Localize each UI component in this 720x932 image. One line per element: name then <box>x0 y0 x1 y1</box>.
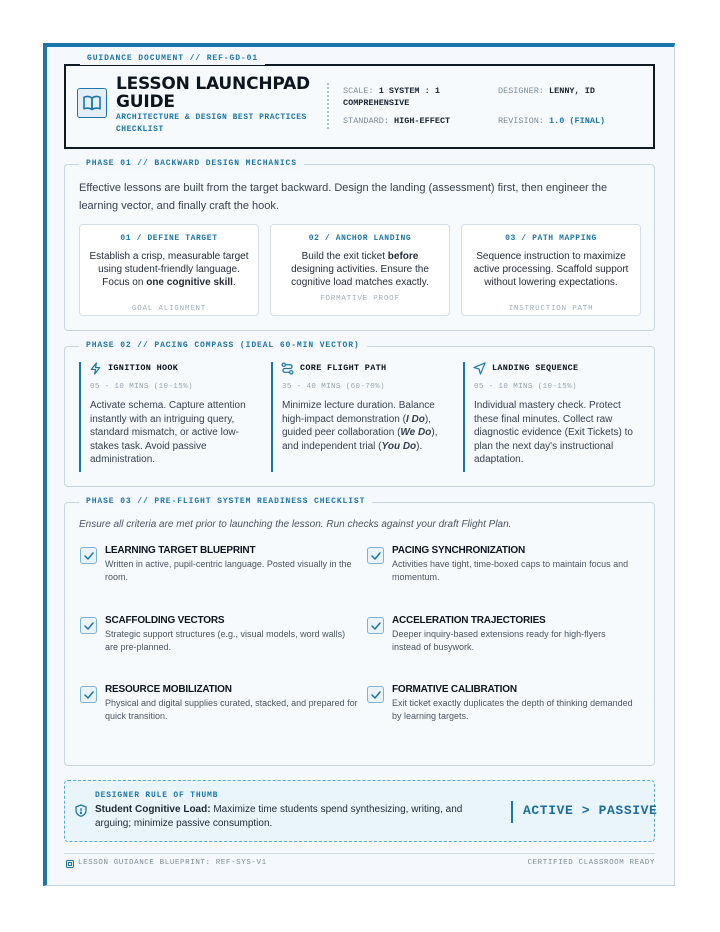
checkmark-icon <box>371 622 381 630</box>
pacing-time: 05 - 10 MINS (10-15%) <box>474 383 577 391</box>
card-body <box>470 250 632 290</box>
route-icon <box>281 362 294 375</box>
card-footer: FORMATIVE PROOF <box>320 295 400 303</box>
rule-text <box>95 803 485 831</box>
checklist-intro: Ensure all criteria are met prior to launching the lesson. Run checks against your draft Flight Plan. <box>79 519 512 530</box>
meta-designer-value: LENNY, ID <box>549 86 595 96</box>
checklist-checkbox[interactable] <box>367 686 384 703</box>
rule-label: DESIGNER RULE OF THUMB <box>95 791 219 800</box>
phase-01-section <box>64 159 655 331</box>
pacing-landing-sequence <box>463 362 643 472</box>
card-footer: INSTRUCTION PATH <box>508 305 594 313</box>
pacing-body: Individual mastery check. Protect these final minutes. Collect raw diagnostic evidence (Exit Tickets) to plan the next day's instructional adaptation. <box>474 400 633 465</box>
pacing-time: 05 - 10 MINS (10-15%) <box>90 383 193 391</box>
card-title: 02 / ANCHOR LANDING <box>308 234 412 243</box>
checklist-item-title: PACING SYNCHRONIZATION <box>392 545 526 556</box>
pacing-core-flight-path <box>271 362 451 472</box>
checklist-item-title: SCAFFOLDING VECTORS <box>105 615 225 626</box>
book-icon <box>77 88 107 118</box>
card-body-text: Establish a crisp, measurable target using student-friendly language. Focus on <box>89 251 249 289</box>
checkmark-icon <box>371 691 381 699</box>
pacing-time: 35 - 40 MINS (60-70%) <box>282 383 385 391</box>
pacing-body <box>282 399 450 453</box>
pacing-title: IGNITION HOOK <box>108 363 179 373</box>
card-define-target <box>79 224 259 316</box>
checklist-checkbox[interactable] <box>80 686 97 703</box>
phase-03-section <box>64 497 655 766</box>
pacing-title: LANDING SEQUENCE <box>492 363 579 373</box>
page-subtitle: ARCHITECTURE & DESIGN BEST PRACTICES CHECKLIST <box>116 113 307 134</box>
phase-01-intro: Effective lessons are built from the target backward. Design the landing (assessment) first, then engineer the learning vector, and finally craft the hook. <box>79 182 608 212</box>
shield-icon <box>75 804 87 817</box>
rule-of-thumb-callout <box>64 780 658 842</box>
meta-scale-key: SCALE: <box>343 86 374 96</box>
phase-01-legend: PHASE 01 // BACKWARD DESIGN MECHANICS <box>79 158 304 170</box>
card-title: 03 / PATH MAPPING <box>505 234 597 243</box>
checklist-checkbox[interactable] <box>367 617 384 634</box>
checklist-item-title: LEARNING TARGET BLUEPRINT <box>105 545 256 556</box>
meta-scale <box>343 85 473 109</box>
card-body <box>279 250 441 290</box>
pacing-body-text: Minimize lecture duration. Balance high-impact demonstration ( <box>282 400 435 425</box>
checkmark-icon <box>84 622 94 630</box>
pacing-body-text: ), guided peer collaboration ( <box>282 413 431 438</box>
footer-right: CERTIFIED CLASSROOM READY <box>527 859 655 867</box>
document-header <box>64 54 655 149</box>
card-path-mapping <box>461 224 641 316</box>
checklist-item-desc: Deeper inquiry-based extensions ready for high-flyers instead of busywork. <box>392 629 606 652</box>
meta-scale-value: 1 SYSTEM : 1 COMPREHENSIVE <box>343 86 440 108</box>
pacing-title: CORE FLIGHT PATH <box>300 363 387 373</box>
meta-standard <box>343 115 450 127</box>
card-footer: GOAL ALIGNMENT <box>131 305 207 313</box>
pacing-body-emphasis: We Do <box>400 427 432 438</box>
meta-standard-value: HIGH-EFFECT <box>394 116 451 126</box>
card-body-emphasis: one cognitive skill <box>146 277 233 289</box>
checklist-item-desc: Physical and digital supplies curated, stacked, and prepared for quick transition. <box>105 698 358 721</box>
card-body-text-end: . <box>232 277 236 289</box>
meta-revision <box>498 115 605 127</box>
card-body-emphasis: before <box>387 251 419 262</box>
meta-designer-key: DESIGNER: <box>498 86 544 96</box>
checklist-item-desc: Strategic support structures (e.g., visual models, word walls) are pre-planned. <box>105 629 346 652</box>
meta-revision-value: 1.0 (FINAL) <box>549 116 606 126</box>
card-body-text: Build the exit ticket <box>301 251 388 262</box>
rule-divider <box>511 801 513 823</box>
pacing-body-emphasis: You Do <box>381 440 417 452</box>
rule-body: Maximize time students spend synthesizing, writing, and arguing; minimize passive consumption. <box>95 804 463 829</box>
navigation-icon <box>473 362 486 375</box>
meta-standard-key: STANDARD: <box>343 116 389 126</box>
checklist-item-title: ACCELERATION TRAJECTORIES <box>392 615 546 626</box>
card-body-text: Sequence instruction to maximize active processing. Scaffold support without lowering expectations. <box>473 251 629 289</box>
lightning-icon <box>89 362 102 375</box>
card-anchor-landing <box>270 224 450 316</box>
pacing-body-emphasis: I Do <box>405 413 425 425</box>
phase-03-legend: PHASE 03 // PRE-FLIGHT SYSTEM READINESS CHECKLIST <box>79 496 372 508</box>
footer-left: LESSON GUIDANCE BLUEPRINT: REF-SYS-V1 <box>78 859 267 867</box>
card-title: 01 / DEFINE TARGET <box>120 234 218 243</box>
meta-designer <box>498 85 595 97</box>
checkmark-icon <box>371 552 381 560</box>
card-body <box>88 250 250 290</box>
checklist-checkbox[interactable] <box>80 617 97 634</box>
rule-motto: ACTIVE > PASSIVE <box>523 803 658 818</box>
checklist-checkbox[interactable] <box>367 547 384 564</box>
chip-icon <box>65 859 75 869</box>
checklist-item-title: RESOURCE MOBILIZATION <box>105 684 232 695</box>
phase-02-legend: PHASE 02 // PACING COMPASS (IDEAL 60-MIN VECTOR) <box>79 340 367 352</box>
pacing-ignition-hook <box>79 362 259 472</box>
footer-divider <box>64 853 655 854</box>
card-body-text-end: designing activities. Ensure the cognitive load matches exactly. <box>291 264 429 289</box>
rule-lead: Student Cognitive Load: <box>95 804 211 815</box>
page-title: LESSON LAUNCHPAD GUIDE <box>116 74 310 112</box>
header-divider <box>327 83 329 129</box>
guidance-document <box>43 43 675 886</box>
checkmark-icon <box>84 552 94 560</box>
phase-02-section <box>64 341 655 487</box>
checklist-checkbox[interactable] <box>80 547 97 564</box>
meta-revision-key: REVISION: <box>498 116 544 126</box>
document-label: GUIDANCE DOCUMENT // REF-GD-01 <box>80 53 265 65</box>
pacing-body: Activate schema. Capture attention instantly with an intriguing query, standard mismatch, or active low-stakes task. Avoid passive administration. <box>90 400 246 465</box>
checklist-item-title: FORMATIVE CALIBRATION <box>392 684 517 695</box>
checklist-item-desc: Activities have tight, time-boxed caps to maintain focus and momentum. <box>392 559 629 582</box>
checklist-item-desc: Written in active, pupil-centric language. Posted visually in the room. <box>105 559 352 582</box>
pacing-body-text: ). <box>416 440 423 452</box>
checklist-item-desc: Exit ticket exactly duplicates the depth of thinking demanded by learning targets. <box>392 698 633 721</box>
checkmark-icon <box>84 691 94 699</box>
pacing-body-text: ), and independent trial ( <box>282 427 438 452</box>
